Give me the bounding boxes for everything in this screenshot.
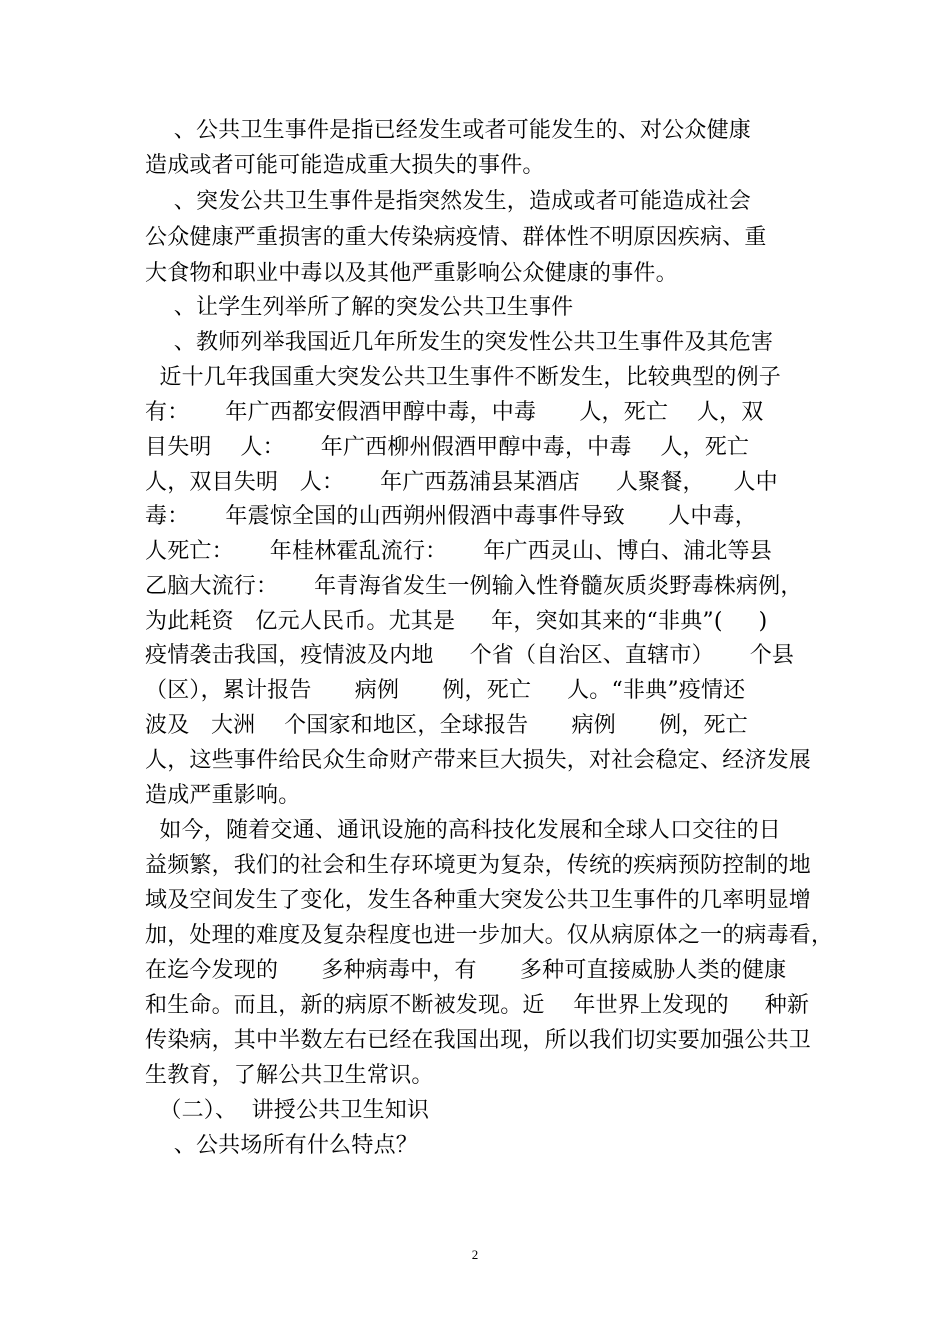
text-line: （区），累计报告 病例 例，死亡 人。“非典”疫情还 xyxy=(145,678,746,703)
text-line: 造成或者可能可能造成重大损失的事件。 xyxy=(145,153,545,178)
page-number: 2 xyxy=(471,1247,479,1262)
text-line: 有： 年广西都安假酒甲醇中毒，中毒 人，死亡 人，双 xyxy=(145,400,764,425)
text-line: 在迄今发现的 多种病毒中，有 多种可直接威胁人类的健康 xyxy=(145,958,787,983)
text-line: 公众健康严重损害的重大传染病疫情、群体性不明原因疾病、重 xyxy=(145,225,767,250)
text-line: 目失明 人： 年广西柳州假酒甲醇中毒，中毒 人，死亡 xyxy=(145,435,750,460)
text-line: 人死亡： 年桂林霍乱流行： 年广西灵山、博白、浦北等县 xyxy=(145,539,772,564)
text-line: 为此耗资 亿元人民币。尤其是 年，突如其来的“非典”( ) xyxy=(145,609,768,634)
text-line: 和生命。而且，新的病原不断被发现。近 年世界上发现的 种新 xyxy=(145,993,810,1018)
text-line: 如今，随着交通、通讯设施的高科技化发展和全球人口交往的日 xyxy=(145,818,781,843)
text-line: （二）、 讲授公共卫生知识 xyxy=(145,1098,430,1123)
text-line: 益频繁，我们的社会和生存环境更为复杂，传统的疾病预防控制的地 xyxy=(145,853,812,878)
text-line: 毒： 年震惊全国的山西朔州假酒中毒事件导致 人中毒， xyxy=(145,504,757,529)
text-line: 疫情袭击我国，疫情波及内地 个省（自治区、直辖市） 个县 xyxy=(145,643,795,668)
text-line: 、公共场所有什么特点？ xyxy=(145,1133,418,1158)
text-line: 生教育，了解公共卫生常识。 xyxy=(145,1063,434,1088)
text-line: 传染病，其中半数左右已经在我国出现，所以我们切实要加强公共卫 xyxy=(145,1028,812,1053)
text-line: 乙脑大流行： 年青海省发生一例输入性脊髓灰质炎野毒株病例， xyxy=(145,574,803,599)
text-line: 大食物和职业中毒以及其他严重影响公众健康的事件。 xyxy=(145,261,678,286)
text-line: 人，这些事件给民众生命财产带来巨大损失，对社会稳定、经济发展 xyxy=(145,748,812,773)
text-line: 、教师列举我国近几年所发生的突发性公共卫生事件及其危害 xyxy=(145,330,774,355)
text-line: 、突发公共卫生事件是指突然发生，造成或者可能造成社会 xyxy=(145,189,751,214)
text-line: 、让学生列举所了解的突发公共卫生事件 xyxy=(145,295,574,320)
text-line: 波及 大洲 个国家和地区，全球报告 病例 例，死亡 xyxy=(145,713,748,738)
text-line: 域及空间发生了变化，发生各种重大突发公共卫生事件的几率明显增 xyxy=(145,888,812,913)
text-line: 人，双目失明 人： 年广西荔浦县某酒店 人聚餐， 人中 xyxy=(145,470,778,495)
text-line: 近十几年我国重大突发公共卫生事件不断发生，比较典型的例子 xyxy=(145,365,781,390)
text-line: 、公共卫生事件是指已经发生或者可能发生的、对公众健康 xyxy=(145,118,751,143)
text-line: 加，处理的难度及复杂程度也进一步加大。仅从病原体之一的病毒看， xyxy=(145,923,834,948)
text-line: 造成严重影响。 xyxy=(145,783,301,808)
